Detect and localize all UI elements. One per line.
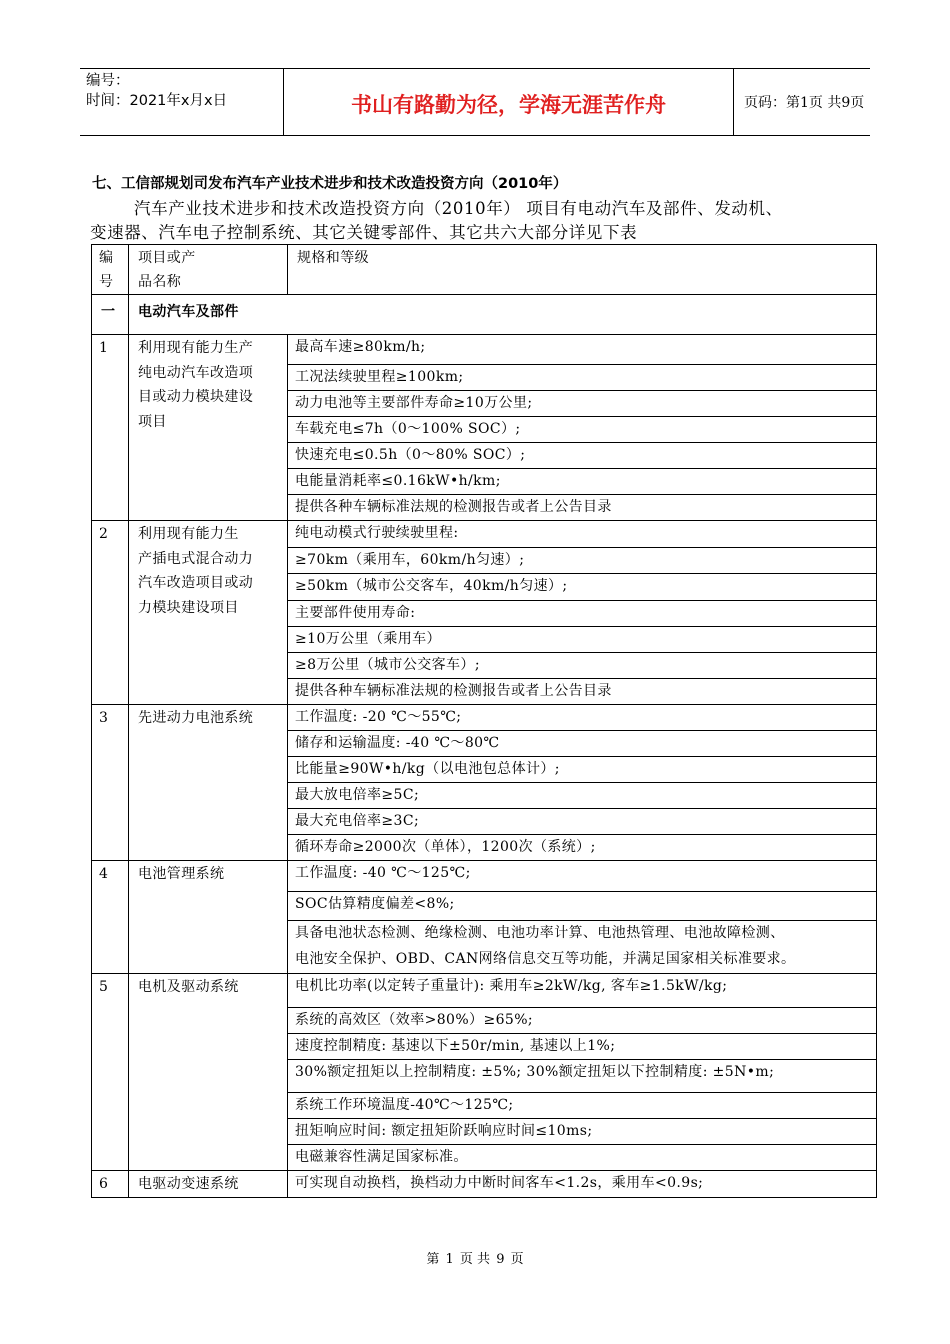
category-number-cell: 一	[101, 304, 116, 320]
footer-total-pages: 9	[496, 1252, 505, 1267]
item-name-cell: 电池管理系统	[138, 866, 225, 882]
item-name-cell: 利用现有能力生	[138, 526, 239, 542]
item-number-cell: 2	[99, 526, 109, 542]
spec-cell: 具备电池状态检测、绝缘检测、电池功率计算、电池热管理、电池故障检测、	[295, 925, 785, 941]
spec-cell: ≥70km（乘用车，60km/h匀速）;	[295, 552, 525, 568]
intro-paragraph-line-2: 变速器、汽车电子控制系统、其它关键零部件、其它共六大部分详见下表	[90, 223, 638, 242]
spec-cell: 30%额定扭矩以上控制精度: ±5%; 30%额定扭矩以下控制精度: ±5N•m;	[295, 1064, 775, 1080]
section-title: 七、工信部规划司发布汽车产业技术进步和技术改造投资方向（2010年）	[92, 176, 568, 192]
spec-cell: 比能量≥90W•h/kg（以电池包总体计）;	[295, 761, 560, 777]
item-name-cell: 电机及驱动系统	[138, 979, 239, 995]
header-motto: 书山有路勤为径，学海无涯苦作舟	[284, 69, 734, 135]
spec-cell: 电池安全保护、OBD、CAN网络信息交互等功能，并满足国家相关标准要求。	[295, 951, 796, 967]
footer-mid: 页 共	[459, 1252, 491, 1267]
item-name-cell: 纯电动汽车改造项	[138, 364, 254, 381]
item-name-cell: 利用现有能力生产	[138, 340, 254, 356]
category-name-cell: 电动汽车及部件	[138, 304, 239, 320]
header-spec-cell: 规格和等级	[297, 250, 369, 266]
header-item-name-cell: 项目或产	[138, 250, 196, 266]
spec-cell: 车载充电≤7h（0～100% SOC）;	[295, 421, 521, 437]
spec-cell: 速度控制精度: 基速以下±50r/min, 基速以上1%;	[295, 1038, 616, 1054]
spec-cell: 最高车速≥80km/h;	[295, 339, 426, 355]
item-name-cell: 产插电式混合动力	[138, 550, 254, 567]
item-number-cell: 3	[99, 710, 109, 726]
item-name-cell: 汽车改造项目或动	[138, 575, 254, 591]
item-name-cell: 先进动力电池系统	[138, 710, 254, 726]
table-border	[91, 244, 877, 1198]
spec-cell: 工作温度: -40 ℃～125℃;	[295, 865, 471, 881]
footer-prefix: 第	[426, 1252, 440, 1267]
document-number-label: 编号：	[86, 73, 130, 89]
spec-cell: 可实现自动换档，换档动力中断时间客车<1.2s，乘用车<0.9s;	[295, 1175, 704, 1191]
spec-cell: ≥8万公里（城市公交客车）;	[295, 657, 480, 673]
header-number-cell: 编	[99, 250, 114, 266]
item-name-cell: 电驱动变速系统	[138, 1176, 239, 1192]
item-name-cell: 力模块建设项目	[138, 599, 239, 616]
spec-cell: 提供各种车辆标准法规的检测报告或者上公告目录	[295, 499, 612, 515]
spec-cell: 电机比功率(以定转子重量计): 乘用车≥2kW/kg, 客车≥1.5kW/kg;	[295, 978, 728, 994]
spec-cell: 快速充电≤0.5h（0～80% SOC）;	[295, 447, 526, 463]
spec-cell: 循环寿命≥2000次（单体），1200次（系统）;	[295, 839, 596, 855]
intro-paragraph-line-1: 汽车产业技术进步和技术改造投资方向（2010年） 项目有电动汽车及部件、发动机、	[134, 199, 783, 218]
document-header	[80, 68, 870, 136]
spec-cell: SOC估算精度偏差<8%;	[295, 896, 455, 912]
header-meta	[80, 69, 284, 135]
spec-cell: 最大放电倍率≥5C;	[295, 787, 420, 803]
spec-cell: ≥50km（城市公交客车，40km/h匀速）;	[295, 578, 568, 594]
item-name-cell: 项目	[138, 413, 167, 430]
item-number-cell: 5	[99, 979, 109, 995]
spec-cell: 主要部件使用寿命:	[295, 605, 416, 621]
spec-cell: 系统的高效区（效率>80%）≥65%;	[295, 1012, 534, 1028]
spec-cell: 最大充电倍率≥3C;	[295, 813, 420, 829]
spec-cell: 电能量消耗率≤0.16kW•h/km;	[295, 473, 501, 489]
spec-cell: 扭矩响应时间: 额定扭矩阶跃响应时间≤10ms;	[295, 1123, 593, 1139]
item-name-cell: 目或动力模块建设	[138, 389, 254, 405]
item-number-cell: 1	[99, 340, 109, 356]
spec-cell: 储存和运输温度: -40 ℃～80℃	[295, 735, 500, 751]
spec-cell: 系统工作环境温度-40℃～125℃;	[295, 1097, 514, 1113]
spec-cell: 提供各种车辆标准法规的检测报告或者上公告目录	[295, 683, 612, 699]
spec-cell: 工作温度: -20 ℃～55℃;	[295, 709, 462, 725]
header-page-label: 页码：第1页 共9页	[744, 95, 865, 111]
item-number-cell: 6	[99, 1176, 109, 1192]
document-date-label: 时间：2021年x月x日	[86, 93, 228, 109]
footer-suffix: 页	[510, 1252, 524, 1267]
page-footer	[0, 1248, 950, 1267]
spec-cell: ≥10万公里（乘用车）	[295, 631, 441, 647]
spec-cell: 动力电池等主要部件寿命≥10万公里;	[295, 395, 533, 411]
spec-cell: 纯电动模式行驶续驶里程:	[295, 525, 459, 541]
header-item-name-cell: 品名称	[138, 274, 182, 290]
spec-cell: 电磁兼容性满足国家标准。	[295, 1149, 468, 1165]
item-number-cell: 4	[99, 866, 109, 882]
spec-cell: 工况法续驶里程≥100km;	[295, 369, 464, 385]
footer-page-number: 1	[445, 1252, 454, 1267]
header-number-cell: 号	[99, 274, 114, 290]
